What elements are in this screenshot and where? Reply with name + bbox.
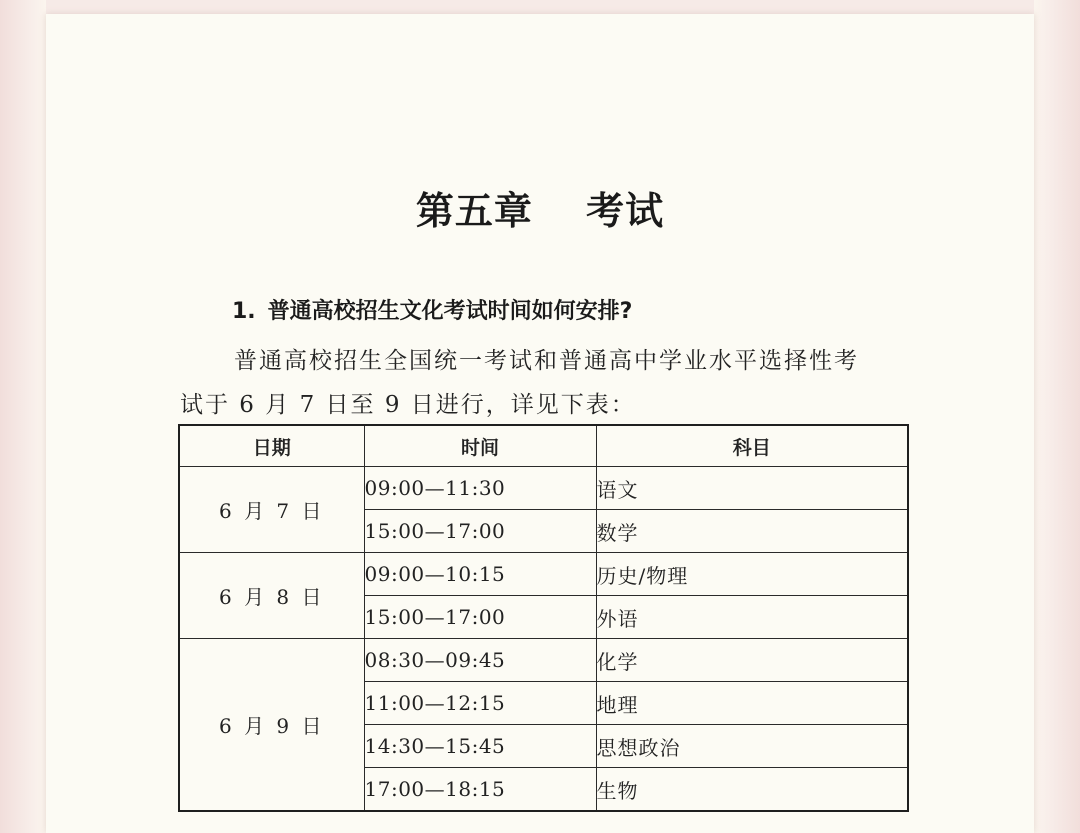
date-cell: 6 月 7 日 xyxy=(179,467,364,553)
time-cell: 14:30—15:45 xyxy=(364,725,596,768)
subject-cell: 数学 xyxy=(596,510,908,553)
subject-cell: 地理 xyxy=(596,682,908,725)
date-cell: 6 月 8 日 xyxy=(179,553,364,639)
question-number: 1. xyxy=(232,299,256,324)
paragraph-line-2: 试于 6 月 7 日至 9 日进行，详见下表： xyxy=(180,392,636,418)
chapter-title: 第五章 考试 xyxy=(415,189,665,233)
time-cell: 09:00—11:30 xyxy=(364,467,596,510)
question-heading xyxy=(232,294,632,325)
table-row xyxy=(179,639,908,682)
subject-cell: 思想政治 xyxy=(596,725,908,768)
subject-cell: 语文 xyxy=(596,467,908,510)
header-subject: 科目 xyxy=(596,425,908,467)
time-cell: 08:30—09:45 xyxy=(364,639,596,682)
table-row xyxy=(179,467,908,510)
paragraph-line-1: 普通高校招生全国统一考试和普通高中学业水平选择性考 xyxy=(234,348,859,374)
time-cell: 11:00—12:15 xyxy=(364,682,596,725)
book-page xyxy=(46,14,1034,833)
scan-edge-right xyxy=(1034,0,1080,833)
date-cell: 6 月 9 日 xyxy=(179,639,364,812)
time-cell: 09:00—10:15 xyxy=(364,553,596,596)
subject-cell: 生物 xyxy=(596,768,908,812)
header-time: 时间 xyxy=(364,425,596,467)
subject-cell: 历史/物理 xyxy=(596,553,908,596)
time-cell: 15:00—17:00 xyxy=(364,596,596,639)
question-text: 普通高校招生文化考试时间如何安排? xyxy=(267,299,633,324)
header-date: 日期 xyxy=(179,425,364,467)
exam-schedule-table xyxy=(178,424,909,812)
scan-edge-left xyxy=(0,0,46,833)
subject-cell: 外语 xyxy=(596,596,908,639)
table-header-row xyxy=(179,425,908,467)
time-cell: 17:00—18:15 xyxy=(364,768,596,812)
subject-cell: 化学 xyxy=(596,639,908,682)
time-cell: 15:00—17:00 xyxy=(364,510,596,553)
table-row xyxy=(179,553,908,596)
